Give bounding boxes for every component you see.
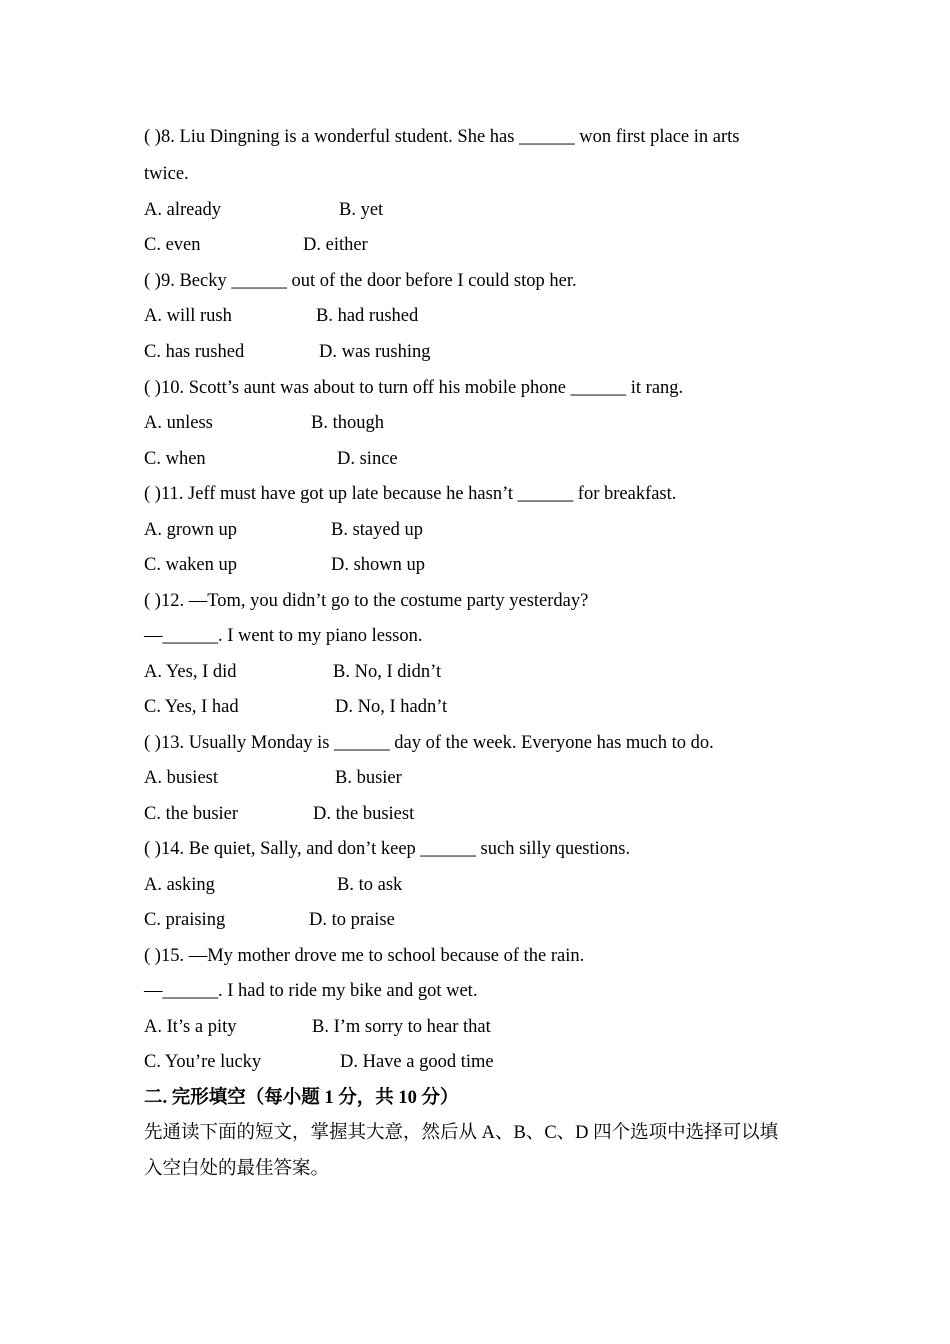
question-15-option-c: C. You’re lucky — [144, 1052, 262, 1072]
question-14-option-d: D. to praise — [309, 910, 395, 930]
question-12-option-a: A. Yes, I did — [144, 662, 237, 682]
question-12-option-b: B. No, I didn’t — [333, 662, 442, 682]
question-10-option-c: C. when — [144, 449, 206, 469]
question-9-option-c: C. has rushed — [144, 342, 245, 362]
question-9-stem: ( )9. Becky ______ out of the door before I could stop her. — [144, 271, 577, 291]
question-12-options-cd — [144, 695, 448, 719]
question-10-options-cd — [144, 447, 398, 471]
question-14-option-c: C. praising — [144, 910, 226, 930]
question-10-stem: ( )10. Scott’s aunt was about to turn off his mobile phone ______ it rang. — [144, 378, 684, 398]
question-13-options-cd — [144, 802, 415, 826]
question-10-option-b: B. though — [311, 413, 384, 433]
question-11-options-ab — [144, 518, 423, 542]
question-14-option-b: B. to ask — [337, 875, 403, 895]
question-11-option-c: C. waken up — [144, 555, 237, 575]
question-13-stem: ( )13. Usually Monday is ______ day of the week. Everyone has much to do. — [144, 733, 714, 753]
question-10-option-a: A. unless — [144, 413, 213, 433]
question-8-options-ab — [144, 198, 384, 222]
question-15-stem: ( )15. —My mother drove me to school because of the rain. — [144, 946, 585, 966]
section-2-instruction: 先通读下面的短文，掌握其大意，然后从 A、B、C、D 四个选项中选择可以填 — [144, 1123, 779, 1143]
question-9-options-ab — [144, 304, 419, 328]
section-2-heading: 二. 完形填空（每小题 1 分，共 10 分） — [144, 1088, 459, 1108]
question-9-option-d: D. was rushing — [319, 342, 431, 362]
question-8-option-a: A. already — [144, 200, 222, 220]
question-11-option-a: A. grown up — [144, 520, 238, 540]
question-14-option-a: A. asking — [144, 875, 215, 895]
question-12-option-c: C. Yes, I had — [144, 697, 239, 717]
question-14-stem: ( )14. Be quiet, Sally, and don’t keep ______ such silly questions. — [144, 839, 631, 859]
question-11-options-cd — [144, 553, 426, 577]
section-2-instruction-cont: 入空白处的最佳答案。 — [144, 1159, 330, 1179]
question-8-option-c: C. even — [144, 235, 201, 255]
question-10-options-ab — [144, 411, 384, 435]
question-8-options-cd — [144, 233, 368, 257]
question-10-option-d: D. since — [337, 449, 398, 469]
question-13-option-a: A. busiest — [144, 768, 218, 788]
question-9-options-cd — [144, 340, 431, 364]
question-15-option-a: A. It’s a pity — [144, 1017, 237, 1037]
question-12-option-d: D. No, I hadn’t — [335, 697, 448, 717]
question-13-option-d: D. the busiest — [313, 804, 415, 824]
question-11-option-b: B. stayed up — [331, 520, 423, 540]
question-15-options-ab — [144, 1015, 491, 1039]
question-12-stem: ( )12. —Tom, you didn’t go to the costume party yesterday? — [144, 591, 589, 611]
question-15-stem-cont: —______. I had to ride my bike and got wet. — [144, 981, 478, 1001]
question-13-options-ab — [144, 766, 402, 790]
question-9-option-a: A. will rush — [144, 306, 232, 326]
question-12-options-ab — [144, 660, 442, 684]
question-8-stem: ( )8. Liu Dingning is a wonderful student. She has ______ won first place in arts — [144, 127, 740, 147]
question-8-option-b: B. yet — [339, 200, 384, 220]
question-13-option-c: C. the busier — [144, 804, 239, 824]
question-14-options-cd — [144, 908, 395, 932]
question-8-stem-cont: twice. — [144, 164, 189, 184]
question-15-options-cd — [144, 1050, 494, 1074]
question-12-stem-cont: —______. I went to my piano lesson. — [144, 626, 423, 646]
question-13-option-b: B. busier — [335, 768, 402, 788]
question-14-options-ab — [144, 873, 403, 897]
question-9-option-b: B. had rushed — [316, 306, 419, 326]
question-11-stem: ( )11. Jeff must have got up late because he hasn’t ______ for breakfast. — [144, 484, 677, 504]
question-11-option-d: D. shown up — [331, 555, 426, 575]
question-15-option-d: D. Have a good time — [340, 1052, 494, 1072]
question-8-option-d: D. either — [303, 235, 368, 255]
question-15-option-b: B. I’m sorry to hear that — [312, 1017, 491, 1037]
